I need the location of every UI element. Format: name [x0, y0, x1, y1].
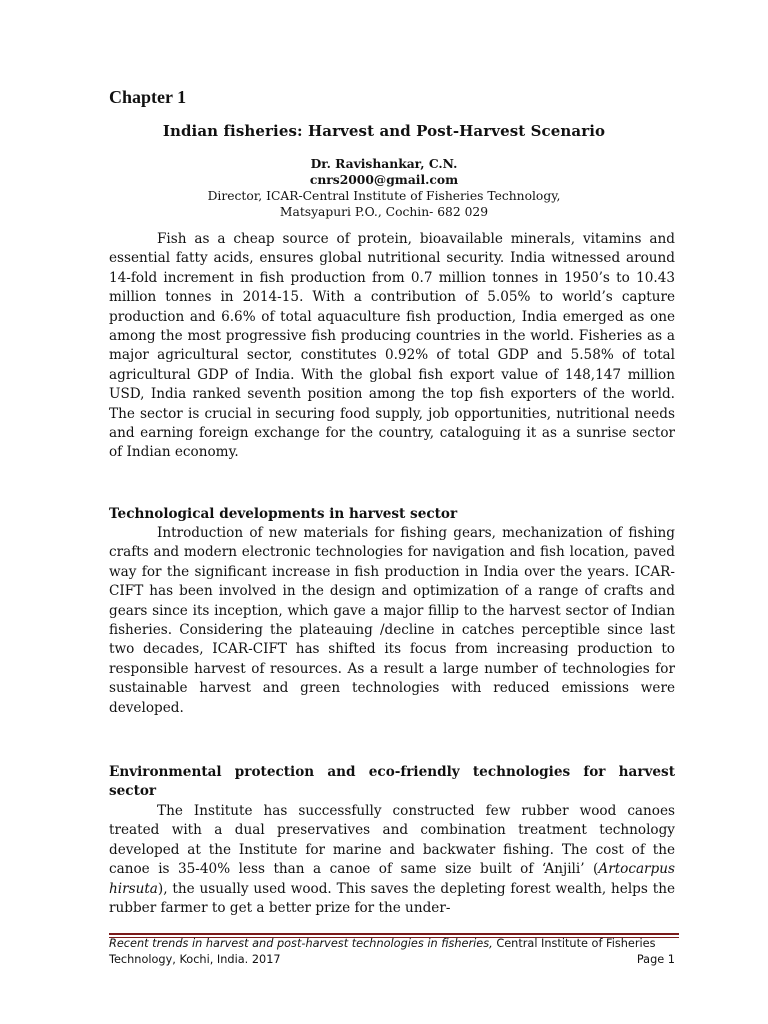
- environment-text-start: The Institute has successfully constructed few rubber wood canoes treated with a dual preservatives and combination treatment technology developed at the Institute for marine and backwater fishing. The cost of the canoe is 35-40% less than a canoe of same size built of ‘Anjili’ (: [109, 803, 675, 878]
- environment-text-end: ), the usually used wood. This saves the depleting forest wealth, helps the rubber farmer to get a better prize for the under-: [109, 880, 675, 917]
- environment-paragraph: [109, 802, 675, 918]
- section-body-environment: [109, 802, 675, 918]
- section-heading-harvest: Technological developments in harvest sector: [109, 506, 458, 522]
- section-body-harvest: [109, 524, 675, 718]
- footer-book-title: Recent trends in harvest and post-harvest technologies in fisheries,: [109, 937, 493, 950]
- author-block: [0, 156, 768, 220]
- author-address: Matsyapuri P.O., Cochin- 682 029: [279, 205, 489, 219]
- page-title: Indian fisheries: Harvest and Post-Harvest Scenario: [162, 122, 606, 140]
- author-email: cnrs2000@gmail.com: [309, 172, 459, 187]
- harvest-paragraph: Introduction of new materials for fishing gears, mechanization of fishing crafts and modern electronic technologies for navigation and fish location, paved way for the significant increase in fish production in India over the years. ICAR-CIFT has been involved in the design and optimization of a range of crafts and gears since its inception, which gave a major fillip to the harvest sector of Indian fisheries. Considering the plateauing /decline in catches perceptible since last two decades, ICAR-CIFT has shifted its focus from increasing production to responsible harvest of resources. As a result a large number of technologies for sustainable harvest and green technologies with reduced emissions were developed.: [109, 525, 675, 716]
- chapter-label: Chapter 1: [109, 87, 187, 107]
- intro-paragraph-block: [109, 230, 675, 463]
- footer-publisher: Central Institute of Fisheries Technology, Kochi, India. 2017: [109, 937, 656, 966]
- intro-paragraph: Fish as a cheap source of protein, bioavailable minerals, vitamins and essential fatty acids, ensures global nutritional security. India witnessed around 14-fold increment in fish production from 0.7 million tonnes in 1950’s to 10.43 million tonnes in 2014-15. With a contribution of 5.05% to world’s capture production and 6.6% of total aquaculture fish production, India emerged as one among the most progressive fish producing countries in the world. Fisheries as a major agricultural sector, constitutes 0.92% of total GDP and 5.58% of total agricultural GDP of India. With the global fish export value of 148,147 million USD, India ranked seventh position among the top fish exporters of the world. The sector is crucial in securing food supply, job opportunities, nutritional needs and earning foreign exchange for the country, cataloguing it as a sunrise sector of Indian economy.: [109, 231, 675, 461]
- page-footer: [109, 936, 675, 968]
- species-name: Artocarpus hirsuta: [109, 861, 675, 897]
- page-number: Page 1: [636, 953, 675, 966]
- footer-rule-thick: [109, 933, 679, 935]
- author-position: Director, ICAR-Central Institute of Fisheries Technology,: [207, 189, 561, 203]
- author-name: Dr. Ravishankar, C.N.: [310, 156, 458, 171]
- section-heading-environment: Environmental protection and eco-friendly technologies for harvest sector: [109, 764, 675, 800]
